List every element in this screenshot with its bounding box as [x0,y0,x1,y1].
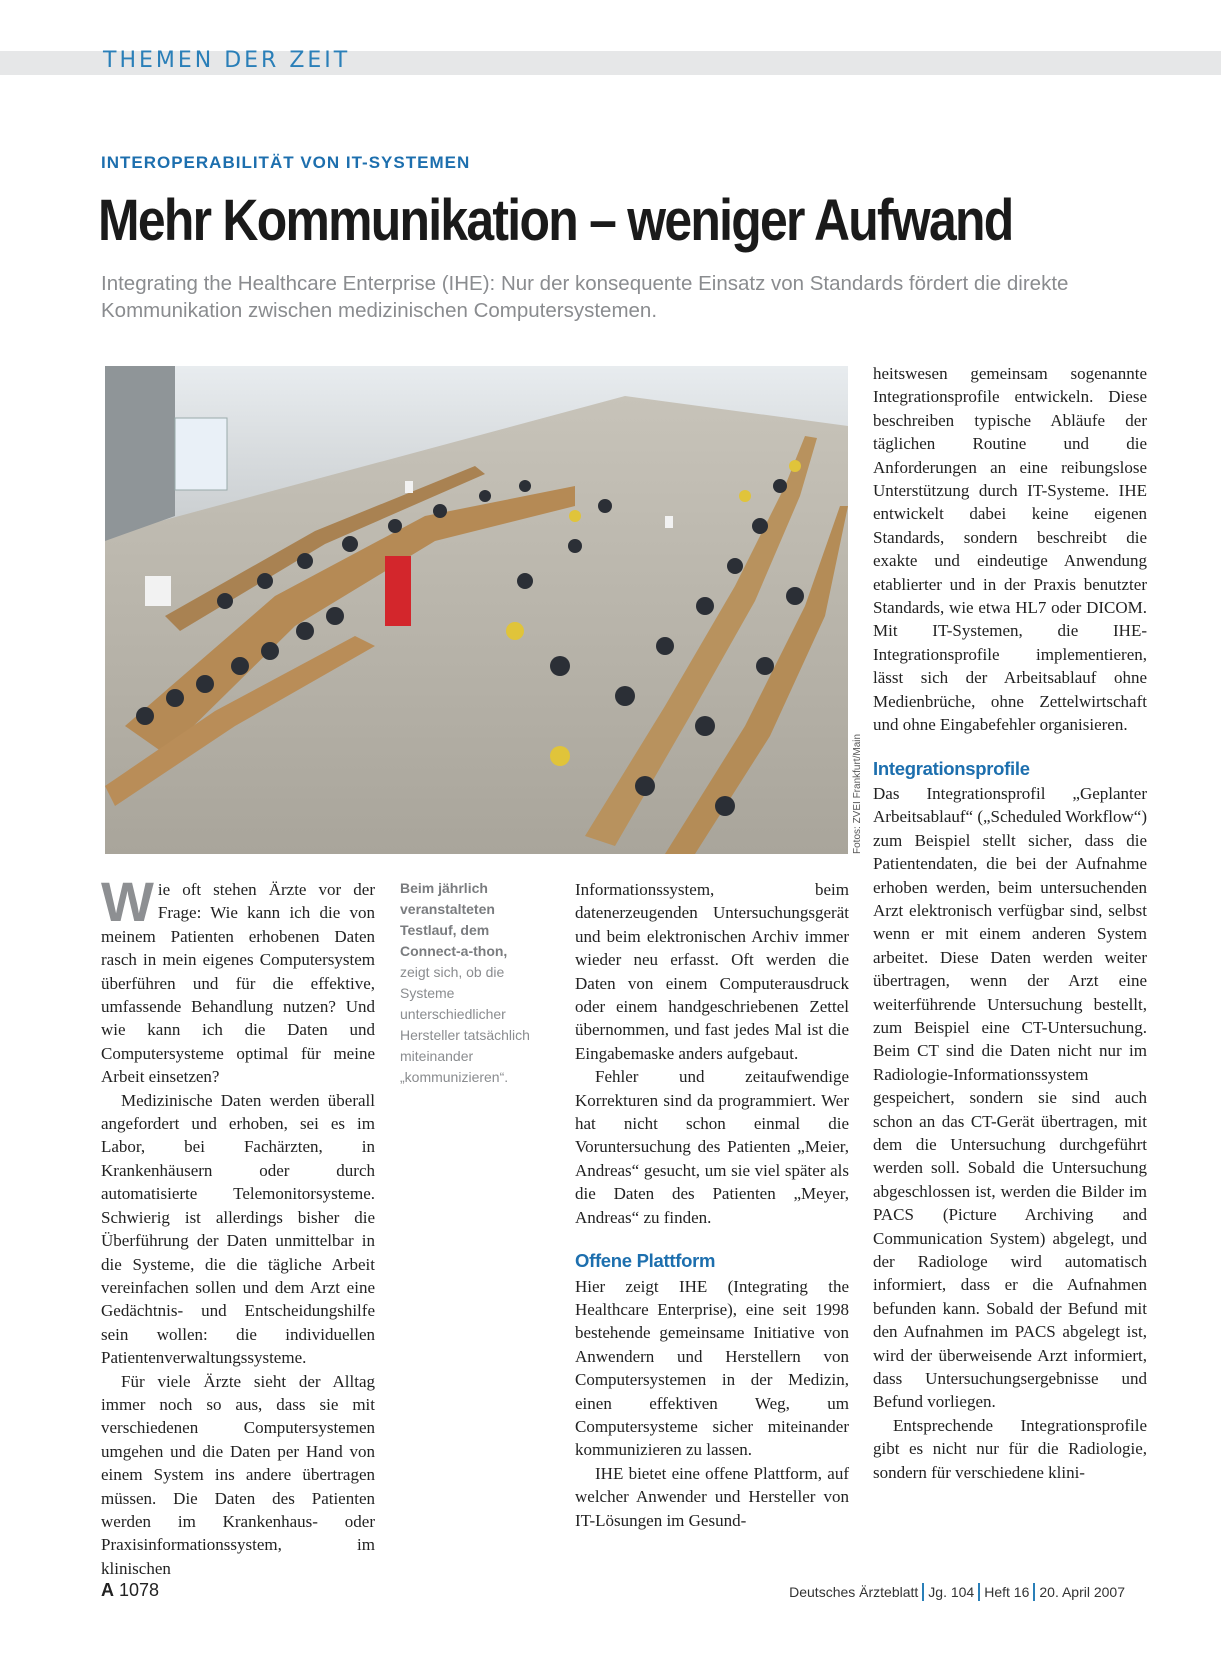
paragraph: Das Integrationsprofil „Geplanter Arbeitsablauf“ („Scheduled Workflow“) zum Beispiel stellt sicher, dass die Patientendaten, die bei der Aufnahme erhoben werden, beim untersuchenden Arzt elektronisch verfügbar sind, selbst wenn er mit einem anderen System arbeitet. Diese Daten werden weiter übertragen, wenn der Arzt eine weiterführende Untersuchung bestellt, zum Beispiel eine CT-Untersuchung. Beim CT sind die Daten nicht nur im Radiologie-Informationssystem gespeichert, sondern sie sind auch schon an das CT-Gerät übertragen, mit dem die Untersuchung durchgeführt werden soll. Sobald die Untersuchung abgeschlossen ist, werden die Bilder im PACS (Picture Archiving and Communication System) abgelegt, und der Radiologe wird automatisch informiert, dass er die Aufnahmen befunden kann. Sobald der Befund mit den Aufnahmen im PACS abgelegt ist, wird der überweisende Arzt informiert, dass Untersuchungsergebnisse und Befund vorliegen. [873,783,1147,1412]
divider [1033,1583,1035,1601]
section-label: THEMEN DER ZEIT [103,48,351,73]
journal-footer [789,1583,1125,1601]
paragraph: Medizinische Daten werden überall angefordert und erhoben, sei es im Labor, bei Fachärzten, in Krankenhäusern oder durch automatisierte Telemonitorsysteme. Schwierig ist allerdings bisher die Überführung der Daten unmittelbar in die Systeme, die die tägliche Arbeit vereinfachen sollen und dem Arzt eine Gedächtnis- und Entscheidungshilfe sein wollen: die individuellen Patientenverwaltungssysteme. [101,1090,375,1368]
paragraph: IHE bietet eine offene Plattform, auf welcher Anwender und Hersteller von IT-Lösungen im Gesund- [575,1463,849,1530]
subheading-integrationsprofile: Integrationsprofile [873,757,1030,779]
journal-issue: Heft 16 [984,1584,1030,1600]
paragraph: Für viele Ärzte sieht der Alltag immer noch so aus, dass sie mit verschiedenen Computersystemen umgehen und die Daten per Hand von einem System ins andere übertragen müssen. Die Daten des Patienten werden im Krankenhaus- oder Praxisinformationssystem, im klinischen [101,1371,375,1578]
photo-credit: Fotos: ZVEI Frankfurt/Main [852,733,863,854]
paragraph: Entsprechende Integrationsprofile gibt es nicht nur für die Radiologie, sondern für verschiedene klini- [873,1415,1147,1482]
divider [922,1583,924,1601]
paragraph-intro [101,870,375,1089]
journal-volume: Jg. 104 [928,1584,975,1600]
paragraph: Hier zeigt IHE (Integrating the Healthcare Enterprise), eine seit 1998 bestehende gemeinsame Initiative von Anwendern und Herstellern von Computersystemen in der Medizin, einen effektiven Weg, um Computersysteme sicher miteinander kommunizieren zu lassen. [575,1276,849,1460]
page-number-value: 1078 [119,1580,160,1600]
article-subtitle: Integrating the Healthcare Enterprise (IHE): Nur der konsequente Einsatz von Standards fördert die direkte Kommunikation zwischen medizinischen Computersystemen. [101,272,1069,322]
paragraph: Fehler und zeitaufwendige Korrekturen sind da programmiert. Wer hat nicht schon einmal die Voruntersuchung des Patienten „Meier, Andreas“ gesucht, um sie viel später als die Daten des Patienten „Meyer, Andreas“ zu finden. [575,1067,849,1227]
article-title: Mehr Kommunikation – weniger Aufwand [98,188,1013,253]
divider [978,1583,980,1601]
subheading-offene-plattform: Offene Plattform [575,1250,716,1272]
journal-name: Deutsches Ärzteblatt [789,1584,919,1600]
column-3 [575,878,849,1532]
article-photo [105,366,848,854]
photo-caption [400,878,530,1088]
caption-lead: Beim jährlich veranstalteten Testlauf, dem Connect-a-thon, [400,880,508,959]
journal-date: 20. April 2007 [1039,1584,1125,1600]
article-kicker: INTEROPERABILITÄT VON IT-SYSTEMEN [101,153,471,172]
paragraph-intro-text: ie oft stehen Ärzte vor der Frage: Wie kann ich die von meinem Patienten erhobenen Daten rasch in mein eigenes Computersystem überführen und für die effektive, umfassende Behandlung nutzen? Und wie kann ich die Daten und Computersysteme optimal für meine Arbeit einsetzen? [101,880,375,1087]
paragraph: heitswesen gemeinsam sogenannte Integrationsprofile entwickeln. Diese beschreiben typische Abläufe der täglichen Routine und die Anforderungen an eine reibungslose Unterstützung durch IT-Systeme. IHE entwickelt dabei keine eigenen Standards, sondern beschreibt die exakte und eindeutige Anwendung etablierter und in der Praxis benutzter Standards, wie etwa HL7 oder DICOM. Mit IT-Systemen, die IHE-Integrationsprofile implementieren, lässt sich der Arbeitsablauf ohne Medienbrüche, ohne Zettelwirtschaft und ohne Eingabefehler organisieren. [873,364,1147,735]
paragraph: Informationssystem, beim datenerzeugenden Untersuchungsgerät und beim elektronischen Archiv immer wieder neu erfasst. Oft werden die Daten von einem Computerausdruck oder einem handgeschriebenen Zettel übernommen, und fast jedes Mal ist die Eingabemaske anders aufgebaut. [575,880,849,1063]
connectathon-hall-photo [105,366,848,854]
drop-cap: W [101,870,154,933]
page-number [101,1580,159,1601]
column-4 [873,362,1147,1484]
page-prefix: A [101,1580,114,1600]
column-1 [101,870,375,1580]
caption-text: zeigt sich, ob die Systeme unterschiedlicher Hersteller tatsächlich miteinander „kommunizieren“. [400,964,530,1085]
